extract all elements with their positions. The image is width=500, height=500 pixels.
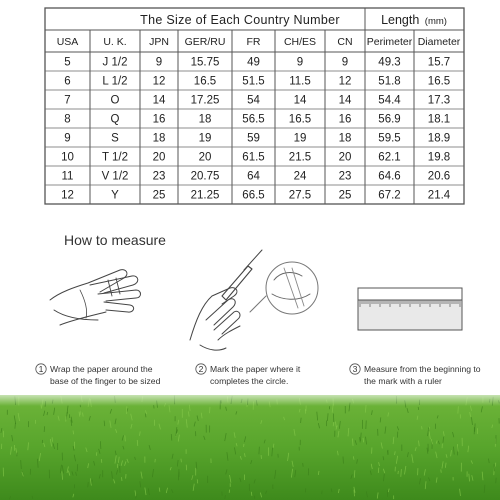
table-cell: 54.4: [378, 94, 401, 107]
column-header: Perimeter: [366, 36, 413, 48]
step-text-line2: the mark with a ruler: [364, 376, 442, 386]
table-cell: 25: [152, 189, 166, 202]
column-header: U. K.: [103, 36, 127, 48]
grass-blade: [363, 438, 364, 442]
grass-field: [0, 395, 500, 500]
table-cell: 49: [247, 56, 260, 69]
table-cell: 67.2: [378, 189, 401, 202]
column-header: Diameter: [417, 36, 461, 48]
grass-blade: [378, 468, 379, 473]
length-title-text: Length: [381, 13, 420, 27]
grass-blade: [137, 440, 138, 446]
table-cell: 5: [64, 56, 71, 69]
column-header: FR: [246, 36, 261, 48]
measure-step: [36, 364, 161, 386]
table-cell: 10: [61, 151, 74, 164]
step-number: 2: [198, 364, 204, 374]
table-cell: 66.5: [242, 189, 265, 202]
table-cell: 16.5: [288, 113, 312, 126]
table-cell: T 1/2: [102, 151, 128, 164]
table-cell: J 1/2: [102, 56, 128, 69]
table-cell: 51.5: [242, 75, 265, 88]
table-cell: 11.5: [289, 75, 311, 88]
table-cell: 8: [64, 113, 71, 126]
table-cell: 59: [247, 132, 260, 145]
column-header: JPN: [149, 36, 169, 48]
table-cell: 14: [293, 94, 307, 107]
table-cell: 20.75: [190, 170, 220, 183]
table-cell: 9: [155, 56, 163, 69]
length-unit: (mm): [424, 16, 447, 27]
step-text-line1: Wrap the paper around the: [50, 364, 153, 374]
table-cell: 20: [198, 151, 212, 164]
table-title: The Size of Each Country Number: [140, 13, 340, 27]
table-cell: 24: [293, 170, 307, 183]
table-cell: 14: [152, 94, 166, 107]
table-cell: 18.1: [427, 113, 451, 126]
column-header: USA: [56, 36, 79, 48]
table-cell: 16: [338, 113, 352, 126]
grass-blade: [15, 423, 16, 429]
table-cell: Y: [111, 189, 119, 202]
table-cell: 51.8: [378, 75, 401, 88]
step-text-line2: base of the finger to be sized: [50, 376, 161, 386]
table-cell: 54: [247, 94, 260, 107]
table-cell: 21.25: [190, 189, 220, 202]
grass-blade: [418, 407, 419, 410]
table-cell: 18.9: [427, 132, 451, 145]
table-cell: 9: [64, 132, 71, 145]
length-title: [381, 13, 447, 27]
grass-blade: [125, 435, 126, 441]
ruler-illustration: [358, 288, 462, 330]
step-text-line1: Mark the paper where it: [210, 364, 301, 374]
table-cell: 12: [61, 189, 74, 202]
step-text-line1: Measure from the beginning to: [364, 364, 481, 374]
step-text-line2: completes the circle.: [210, 376, 289, 386]
table-cell: S: [111, 132, 119, 145]
table-cell: 15.7: [427, 56, 451, 69]
table-cell: 19.8: [427, 151, 451, 164]
table-cell: 9: [341, 56, 349, 69]
table-cell: 64.6: [378, 170, 401, 183]
table-cell: 25: [338, 189, 352, 202]
column-header: CH/ES: [283, 36, 317, 48]
table-cell: 20: [152, 151, 166, 164]
table-cell: 21.4: [427, 189, 451, 202]
table-cell: 64: [247, 170, 260, 183]
table-cell: 16.5: [427, 75, 451, 88]
table-cell: 12: [338, 75, 352, 88]
grass-blade: [495, 463, 496, 467]
grass-blade: [80, 407, 81, 415]
table-cell: 21.5: [288, 151, 312, 164]
hand-wrap-illustration: [50, 270, 141, 325]
measure-steps: [36, 364, 481, 386]
table-cell: 23: [152, 170, 166, 183]
table-cell: 19: [293, 132, 307, 145]
table-cell: 61.5: [242, 151, 265, 164]
table-cell: 6: [64, 75, 71, 88]
table-cell: 56.9: [378, 113, 401, 126]
table-cell: 20.6: [427, 170, 451, 183]
table-cell: 20: [338, 151, 352, 164]
table-cell: 18: [338, 132, 352, 145]
step-number: 3: [352, 364, 358, 374]
grass-blade: [301, 418, 302, 423]
how-to-measure-heading: How to measure: [64, 232, 166, 248]
table-cell: L 1/2: [102, 75, 128, 88]
table-cell: 17.25: [190, 94, 220, 107]
table-cell: 59.5: [378, 132, 401, 145]
table-cell: O: [110, 94, 120, 107]
table-cell: 19: [198, 132, 212, 145]
grass-blade: [458, 406, 459, 413]
table-cell: 27.5: [288, 189, 312, 202]
table-cell: 56.5: [242, 113, 265, 126]
table-cell: 12: [152, 75, 166, 88]
grass-blade: [44, 426, 45, 432]
grass-fade: [0, 388, 500, 406]
table-cell: 15.75: [190, 56, 220, 69]
column-header: CN: [337, 36, 353, 48]
table-cell: 7: [64, 94, 71, 107]
table-cell: 18: [152, 132, 166, 145]
grass-blade: [73, 431, 74, 435]
table-cell: 16: [152, 113, 166, 126]
table-cell: 16.5: [193, 75, 217, 88]
size-table: [45, 8, 464, 204]
grass-blade: [171, 434, 172, 440]
mark-paper-illustration: [190, 250, 318, 350]
grass-blade: [101, 459, 102, 463]
measure-step: [350, 364, 481, 386]
table-cells: [61, 57, 451, 202]
table-cell: 49.3: [378, 56, 401, 69]
table-cell: Q: [110, 113, 120, 126]
column-headers: [57, 36, 461, 48]
table-cell: 11: [61, 170, 74, 183]
table-cell: 17.3: [427, 94, 451, 107]
measure-step: [196, 364, 301, 386]
paper-strip: [358, 288, 462, 300]
column-header: GER/RU: [184, 36, 226, 48]
table-cell: 9: [296, 56, 304, 69]
table-cell: V 1/2: [101, 170, 129, 183]
table-cell: 14: [338, 94, 352, 107]
table-cell: 18: [198, 113, 212, 126]
step-number: 1: [38, 364, 44, 374]
table-cell: 23: [338, 170, 352, 183]
table-cell: 62.1: [378, 151, 401, 164]
row-dividers: [45, 71, 464, 185]
